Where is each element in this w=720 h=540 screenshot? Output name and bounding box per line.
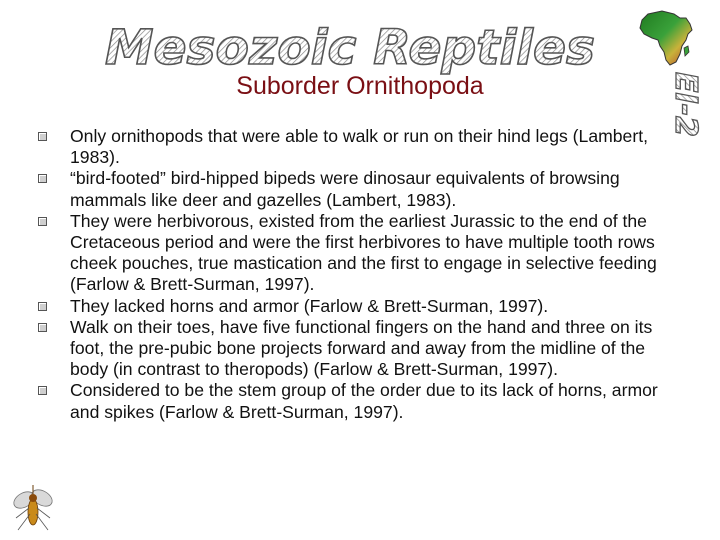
banner-title-text: Mesozoic Reptiles [105, 20, 595, 76]
hollow-square-bullet-icon [38, 217, 47, 226]
hollow-square-bullet-icon [38, 386, 47, 395]
bullet-item [38, 211, 678, 296]
bullet-text: Walk on their toes, have five functional fingers on the hand and three on its foot, the pre-pubic bone projects forward and away from the midline of the body (in contrast to theropods) (Farlow & Brett-Surman, 1997). [70, 316, 653, 380]
slide-subtitle: Suborder Ornithopoda [236, 72, 484, 100]
hollow-square-bullet-icon [38, 302, 47, 311]
banner-title [100, 18, 600, 78]
hollow-square-bullet-icon [38, 132, 47, 141]
section-code-text: EI-2 [668, 72, 703, 137]
bullet-item [38, 168, 678, 210]
bullet-item [38, 380, 678, 422]
africa-map-icon [634, 8, 698, 68]
bullet-text: Only ornithopods that were able to walk or run on their hind legs (Lambert, 1983). [70, 126, 648, 168]
bullet-text: Considered to be the stem group of the order due to its lack of horns, armor and spikes (Farlow & Brett-Surman, 1997). [70, 380, 658, 422]
bullet-item [38, 126, 678, 168]
mosquito-logo-icon [10, 482, 56, 534]
hollow-square-bullet-icon [38, 323, 47, 332]
bullet-list [38, 126, 678, 423]
bullet-item [38, 317, 678, 381]
bullet-item [38, 296, 678, 317]
hollow-square-bullet-icon [38, 174, 47, 183]
bullet-text: They lacked horns and armor (Farlow & Brett-Surman, 1997). [70, 295, 549, 316]
bullet-text: “bird-footed” bird-hipped bipeds were dinosaur equivalents of browsing mammals like deer and gazelles (Lambert, 1983). [70, 168, 620, 210]
banner-title-graphic [100, 18, 600, 78]
bullet-text: They were herbivorous, existed from the earliest Jurassic to the end of the Cretaceous period and were the first herbivores to have multiple tooth rows cheek pouches, true mastication and the first to engage in selective feeding (Farlow & Brett-Surman, 1997). [70, 210, 657, 295]
